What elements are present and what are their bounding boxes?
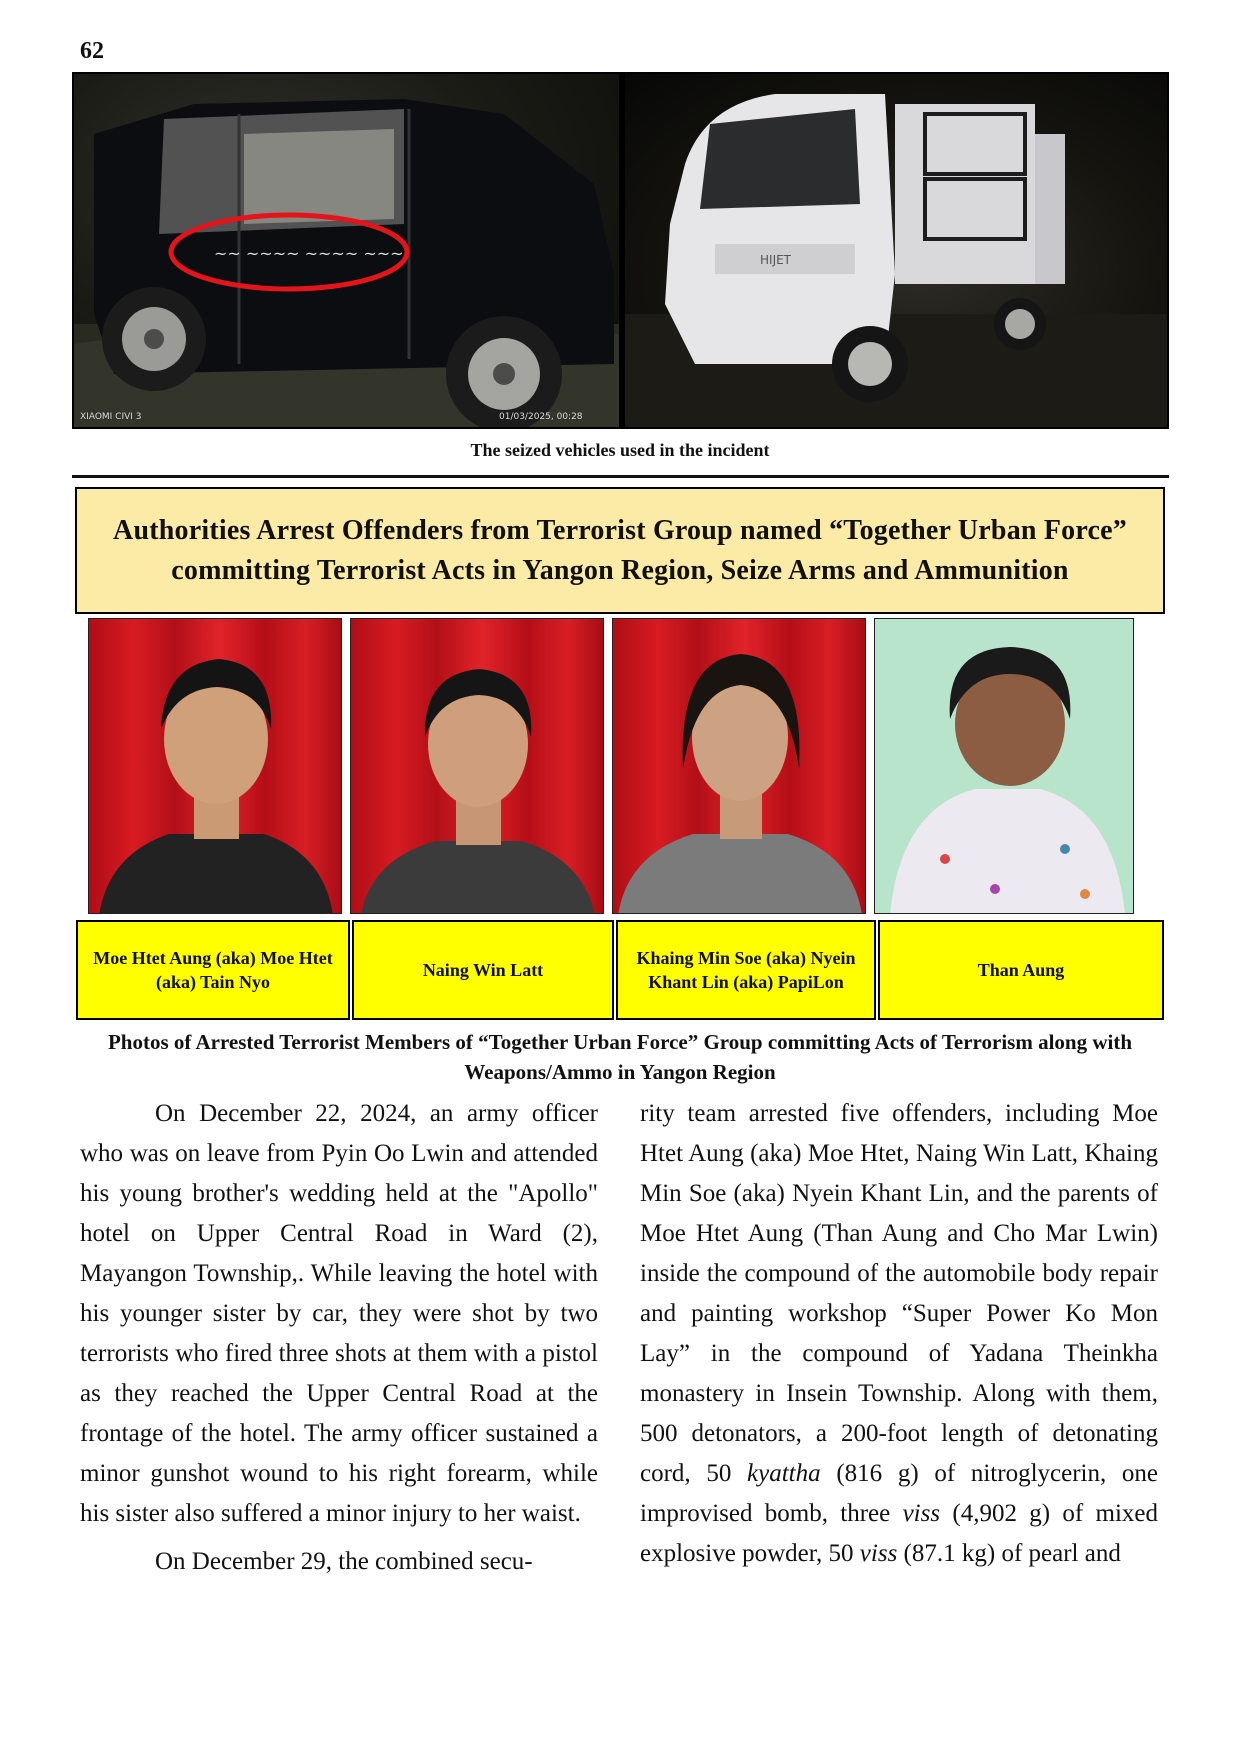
truck-badge: HIJET [760, 253, 792, 267]
article-term-viss: viss [902, 1500, 941, 1527]
article-text: (87.1 kg) of pearl and [897, 1540, 1121, 1567]
article-paragraph-2-continued [640, 1094, 1158, 1574]
article-term-kyattha: kyattha [747, 1460, 821, 1487]
headline: Authorities Arrest Offenders from Terrorist Group named “Together Urban Force” committing Terrorist Acts in Yangon Region, Seize Arms and Ammunition [113, 514, 1127, 586]
article-paragraph-1: On December 22, 2024, an army officer who was on leave from Pyin Oo Lwin and attended his young brother's wedding held at the "Apollo" hotel on Upper Central Road in Ward (2), Mayangon Township,. While leaving the hotel with his younger sister by car, they were shot by two terrorists who fired three shots at them with a pistol as they reached the Upper Central Road at the frontage of the hotel. The army officer sustained a minor gunshot wound to his right forearm, while his sister also suffered a minor injury to her waist. [80, 1100, 598, 1527]
article-text: (816 g) of nitroglycerin, one improvised bomb, three [640, 1460, 1159, 1527]
article-text: (4,902 g) of mixed explosive powder, 50 [640, 1500, 1158, 1567]
article-paragraph-2-start: On December 29, the combined secu- [155, 1548, 533, 1575]
suspect-name-1: Moe Htet Aung (aka) Moe Htet (aka) Tain Nyo [76, 920, 350, 1020]
camera-brand-stamp: XIAOMI CIVI 3 [80, 412, 142, 422]
white-truck-photo [625, 74, 1167, 427]
svg-text:~~ ~~~~ ~~~~ ~~~: ~~ ~~~~ ~~~~ ~~~ [214, 244, 404, 263]
suspect-name-3: Khaing Min Soe (aka) Nyein Khant Lin (aka) PapiLon [616, 920, 876, 1020]
page-number: 62 [80, 38, 104, 64]
photo-timestamp: 01/03/2025, 00:28 [499, 412, 583, 422]
article-term-viss: viss [859, 1540, 898, 1567]
headline-box [75, 487, 1165, 614]
article-text: rity team arrested five offenders, including Moe Htet Aung (aka) Moe Htet, Naing Win Latt, Khaing Min Soe (aka) Nyein Khant Lin, and the parents of Moe Htet Aung (Than Aung and Cho Mar Lwin) inside the compound of the automobile body repair and painting workshop “Super Power Ko Mon Lay” in the compound of Yadana Theinkha monastery in Insein Township. Along with them, 500 detonators, a 200-foot length of detonating cord, 50 [640, 1100, 1158, 1487]
black-suv-photo [74, 74, 619, 427]
seized-vehicles-photo [72, 72, 1169, 429]
suspect-name-2: Naing Win Latt [352, 920, 614, 1020]
suspect-name-4: Than Aung [878, 920, 1164, 1020]
article-column-right [640, 1094, 1158, 1574]
suspect-photo-1 [88, 618, 342, 914]
suspect-portraits [88, 618, 1168, 916]
article-column-left [80, 1094, 598, 1582]
photos-caption: Photos of Arrested Terrorist Members of “Together Urban Force” Group committing Acts of Terrorism along with Weapons/Ammo in Yangon Region [107, 1030, 1133, 1084]
suspect-photo-4 [874, 618, 1134, 914]
suspect-photo-3 [612, 618, 866, 914]
suspect-photo-2 [350, 618, 604, 914]
vehicle-caption: The seized vehicles used in the incident [470, 440, 770, 460]
divider [72, 475, 1169, 478]
